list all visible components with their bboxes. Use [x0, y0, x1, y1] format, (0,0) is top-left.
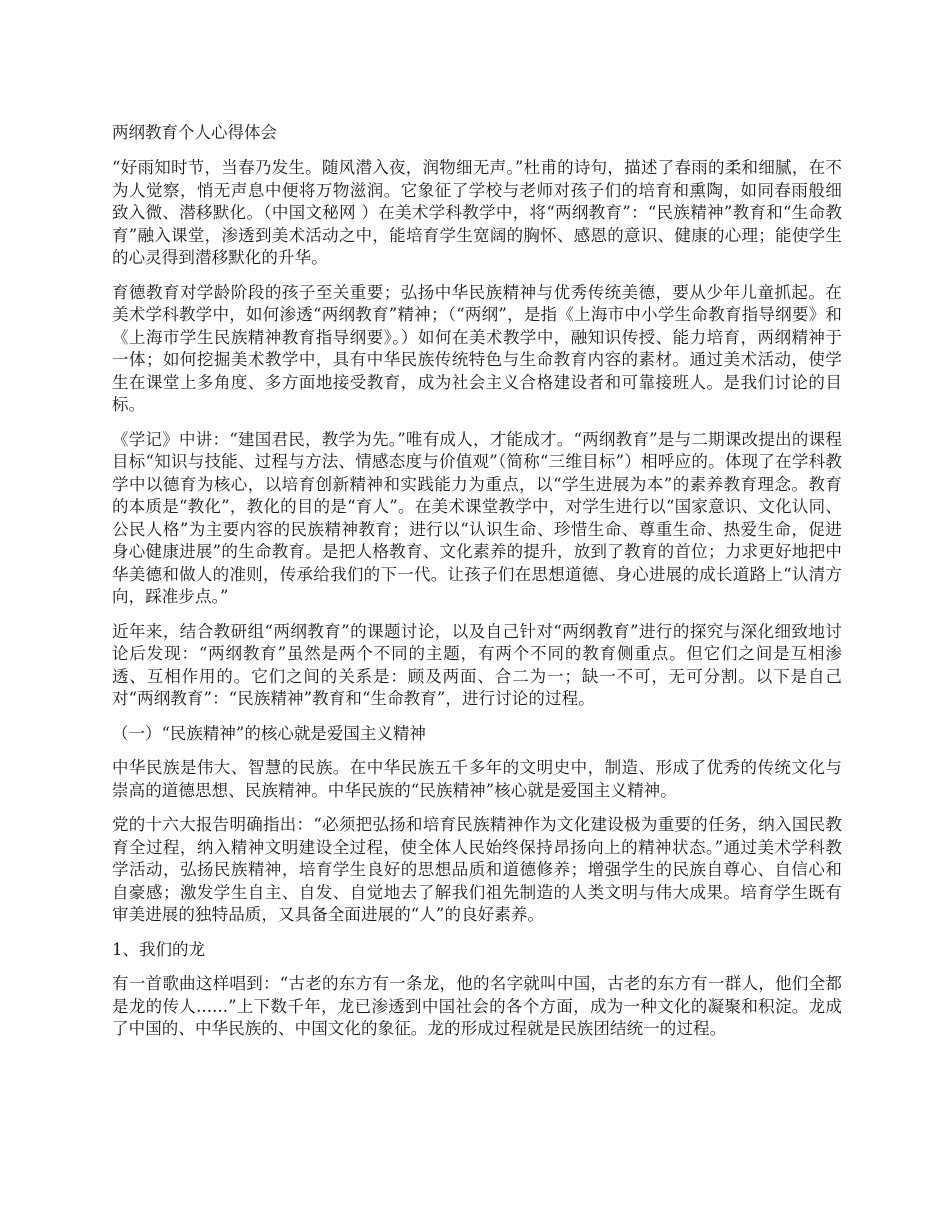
paragraph-chinese-nation: 中华民族是伟大、智慧的民族。在中华民族五千多年的文明史中，制造、形成了优秀的传统文化与崇高的道德思想、民族精神。中华民族的“民族精神”核心就是爱国主义精神。 — [112, 758, 842, 800]
paragraph-dragon-song: 有一首歌曲这样唱到：“古老的东方有一条龙，他的名字就叫中国，古老的东方有一群人，他们全都是龙的传人......”上下数千年，龙已渗透到中国社会的各个方面，成为一种文化的凝聚和积淀。龙成了中国的、中华民族的、中国文化的象征。龙的形成过程就是民族团结统一的过程。 — [112, 974, 842, 1038]
document-page — [112, 121, 842, 1053]
paragraph-intro: “好雨知时节，当春乃发生。随风潜入夜，润物细无声。”杜甫的诗句，描述了春雨的柔和细腻，在不为人觉察，悄无声息中便将万物滋润。它象征了学校与老师对孩子们的培育和熏陶，如同春雨般细致入微、潜移默化。（中国文秘网 ）在美术学科教学中，将“两纲教育”：“民族精神”教育和“生命教育”融入课堂，渗透到美术活动之中，能培育学生宽阔的胸怀、感恩的意识、健康的心理；能使学生的心灵得到潜移默化的升华。 — [112, 158, 842, 267]
paragraph-recent-years: 近年来，结合教研组“两纲教育”的课题讨论，以及自己针对“两纲教育”进行的探究与深化细致地讨论后发现：“两纲教育”虽然是两个不同的主题，有两个不同的教育侧重点。但它们之间是互相渗透、互相作用的。它们之间的关系是：顾及两面、合二为一；缺一不可，无可分割。以下是自己对“两纲教育”：“民族精神”教育和“生命教育”，进行讨论的过程。 — [112, 621, 842, 708]
paragraph-moral-education: 育德教育对学龄阶段的孩子至关重要；弘扬中华民族精神与优秀传统美德，要从少年儿童抓起。在美术学科教学中，如何渗透“两纲教育”精神；（“两纲”，是指《上海市中小学生命教育指导纲要》和《上海市学生民族精神教育指导纲要》。）如何在美术教学中，融知识传授、能力培育，两纲精神于一体；如何挖掘美术教学中，具有中华民族传统特色与生命教育内容的素材。通过美术活动，使学生在课堂上多角度、多方面地接受教育，成为社会主义合格建设者和可靠接班人。是我们讨论的目标。 — [112, 282, 842, 414]
paragraph-party-report: 党的十六大报告明确指出：“必须把弘扬和培育民族精神作为文化建设极为重要的任务，纳入国民教育全过程，纳入精神文明建设全过程，使全体人民始终保持昂扬向上的精神状态。”通过美术学科教学活动，弘扬民族精神，培育学生良好的思想品质和道德修养；增强学生的民族自尊心、自信心和自豪感；激发学生自主、自发、自觉地去了解我们祖先制造的人类文明与伟大成果。培育学生既有审美进展的独特品质，又具备全面进展的“人”的良好素养。 — [112, 815, 842, 924]
section-heading-national-spirit: （一）“民族精神”的核心就是爱国主义精神 — [112, 723, 426, 743]
document-title: 两纲教育个人心得体会 — [112, 123, 277, 142]
subsection-heading-our-dragon: 1、我们的龙 — [112, 939, 205, 959]
paragraph-xueji: 《学记》中讲：“建国君民，教学为先。”唯有成人，才能成才。“两纲教育”是与二期课改提出的课程目标“知识与技能、过程与方法、情感态度与价值观”（简称“三维目标”）相呼应的。体现了在学科教学中以德育为核心，以培育创新精神和实践能力为重点，以“学生进展为本”的素养教育理念。教育的本质是“教化”，教化的目的是“育人”。在美术课堂教学中，对学生进行以“国家意识、文化认同、公民人格”为主要内容的民族精神教育；进行以“认识生命、珍惜生命、尊重生命、热爱生命，促进身心健康进展”的生命教育。是把人格教育、文化素养的提升，放到了教育的首位；力求更好地把中华美德和做人的准则，传承给我们的下一代。让孩子们在思想道德、身心进展的成长道路上“认清方向，踩准步点。” — [112, 429, 842, 606]
